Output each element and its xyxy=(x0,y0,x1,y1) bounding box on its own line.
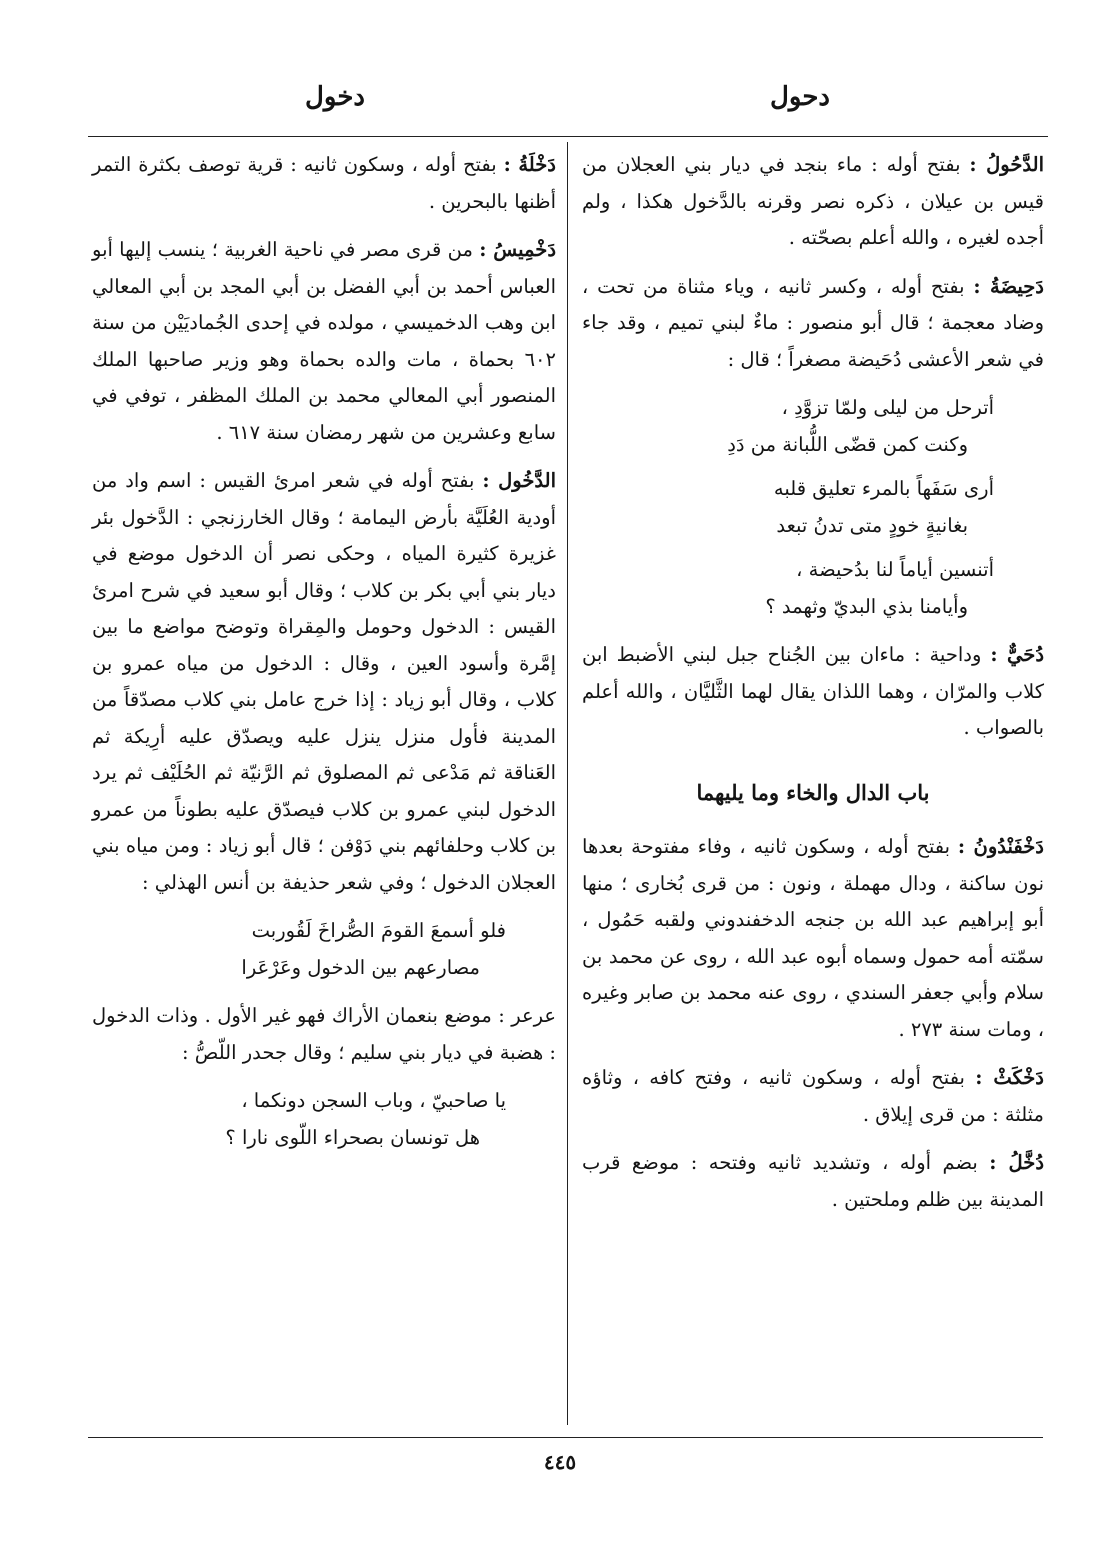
verse-block xyxy=(582,390,1044,625)
verse-line: بغانيةٍ خودٍ متى تدنُ تبعد xyxy=(776,513,968,537)
verse-line: يا صاحبيّ ، وباب السجن دونكما ، xyxy=(241,1089,506,1112)
headword: الدَّحُولُ : xyxy=(969,153,1044,176)
entry-text: من قرى مصر في ناحية الغربية ؛ ينسب إليها أبو العباس أحمد بن أبي الفضل بن أبي المجد بن أبي المعالي ابن وهب الدخميسي ، مولده في إحدى الجُماديَيْن من سنة ٦٠٢ بحماة ، مات والده بحماة وهو وزير صاحبها الملك المنصور أبي المعالي محمد بن الملك المظفر ، توفي في سابع وعشرين من شهر رمضان سنة ٦١٧ . xyxy=(92,238,556,444)
entry-text: بضم أوله ، وتشديد ثانيه وفتحه : موضع قرب المدينة بين ظلم وملحتين . xyxy=(582,1151,1044,1211)
footer-rule xyxy=(88,1437,1043,1438)
verse-line: أرى سَفَهاً بالمرء تعليق قلبه xyxy=(773,477,994,500)
entry-dakhul xyxy=(92,463,556,901)
entry-duhayy xyxy=(582,637,1044,747)
verse-line: أترحل من ليلى ولمّا تزوَّدِ ، xyxy=(781,396,994,419)
headword: دَخْلَةُ : xyxy=(503,153,556,176)
headword: الدَّخُول : xyxy=(482,469,556,492)
entry-text: بفتح أوله ، وسكون ثانيه : قرية توصف بكثرة التمر أظنها بالبحرين . xyxy=(92,153,556,213)
page-number: ٤٤٥ xyxy=(543,1450,577,1474)
headword: دَخْمِيسُ : xyxy=(479,238,556,261)
section-title: باب الدال والخاء وما يليهما xyxy=(696,779,930,805)
verse-line: وأيامنا بذي البديّ وثهمد ؟ xyxy=(765,594,968,618)
entry-dakhla xyxy=(92,147,556,220)
entry-text: بفتح أوله : ماء بنجد في ديار بني العجلان من قيس بن عيلان ، ذكره نصر وقرنه بالدَّخول هكذا ، ولم أجده لغيره ، والله أعلم بصحّته . xyxy=(582,153,1044,249)
verse-line: فلو أسمعَ القومَ الصُّراخَ لَقُوربت xyxy=(251,919,506,942)
verse-line: أتنسين أياماً لنا بدُحيضة ، xyxy=(796,558,994,581)
entry-text: بفتح أوله ، وكسر ثانيه ، وياء مثناة من تحت ، وضاد معجمة ؛ قال أبو منصور : ماءٌ لبني تميم ، وقد جاء في شعر الأعشى دُحَيضة مصغراً ؛ قال : xyxy=(582,274,1044,371)
right-column xyxy=(582,147,1044,1230)
verse-line: وكنت كمن قضّى اللُّبانة من دَدِ xyxy=(727,432,968,456)
verse-block xyxy=(92,913,556,986)
header-rule xyxy=(88,136,1048,137)
running-head-left: دخول xyxy=(305,82,365,112)
left-column xyxy=(92,147,556,1168)
entry-dukhkhal xyxy=(582,1145,1044,1218)
headword: دُخَّلُ : xyxy=(989,1151,1045,1174)
entry-dahul xyxy=(582,147,1044,257)
entry-dahida xyxy=(582,269,1044,379)
headword: دُحَيٌّ : xyxy=(990,643,1044,666)
headword: دَحِيضَةُ : xyxy=(973,274,1044,298)
verse-block xyxy=(92,1083,556,1156)
entry-arar xyxy=(92,998,556,1071)
entry-text: بفتح أوله ، وسكون ثانيه ، وفتح كافه ، وثاؤه مثلثة : من قرى إيلاق . xyxy=(582,1066,1044,1126)
entry-text: بفتح أوله ، وسكون ثانيه ، وفاء مفتوحة بعدها نون ساكنة ، ودال مهملة ، ونون : من قرى بُخارى ؛ منها أبو إبراهيم عبد الله بن جنجه الدخفندوني ولقبه حَمُول ، سمّته أمه حمول وسماه أبوه عبد الله ، روى عن محمد بن سلام وأبي جعفر السندي ، روى عنه محمد بن صابر وغيره ، ومات سنة ٢٧٣ . xyxy=(582,835,1044,1041)
running-head-right: دحول xyxy=(770,82,830,112)
verse-line: مصارعهم بين الدخول وعَرْعَرا xyxy=(241,955,480,979)
headword: دَخْفَنْدُونُ : xyxy=(957,835,1044,858)
entry-text: بفتح أوله في شعر امرئ القيس : اسم واد من أودية العُلَيَّة بأرض اليمامة ؛ وقال الخارزنجي : الدَّخول بئر غزيرة كثيرة المياه ، وحكى نصر أن الدخول موضع في ديار بني أبي بكر بن كلاب ؛ وقال أبو سعيد في شرح امرئ القيس : الدخول وحومل والمِقراة وتوضح مواضع ما بين إمَّرة وأسود العين ، وقال : الدخول من مياه عمرو بن كلاب ، وقال أبو زياد : إذا خرج عامل بني كلاب مصدّقاً من المدينة فأول منزل ينزل عليه ويصدّق عليه أرِيكة ثم العَناقة ثم مَدْعى ثم المصلوق ثم الرَّنيّة ثم الحُلَيْف ثم يرد الدخول لبني عمرو بن كلاب فيصدّق عليه بطوناً من عمرو بن كلاب وحلفائهم بني دَوْفن ؛ قال أبو زياد : ومن مياه بني العجلان الدخول ؛ وفي شعر حذيفة بن أنس الهذلي : xyxy=(92,469,557,894)
entry-dakhmis xyxy=(92,232,556,451)
entry-text: عرعر : موضع بنعمان الأراك فهو غير الأول . وذات الدخول : هضبة في ديار بني سليم ؛ وقال جحدر اللّصُّ : xyxy=(92,1004,556,1064)
column-divider xyxy=(567,142,568,1425)
verse-line: هل تونسان بصحراء اللّوى نارا ؟ xyxy=(225,1125,480,1149)
entry-dakhfandun xyxy=(582,829,1044,1048)
entry-text: وداحية : ماءان بين الجُناح جبل لبني الأضبط ابن كلاب والمرّان ، وهما اللذان يقال لهما الثَّليَّان ، والله أعلم بالصواب . xyxy=(582,643,1044,739)
entry-dakhkath xyxy=(582,1060,1044,1133)
headword: دَخْكَثْ : xyxy=(975,1066,1044,1089)
